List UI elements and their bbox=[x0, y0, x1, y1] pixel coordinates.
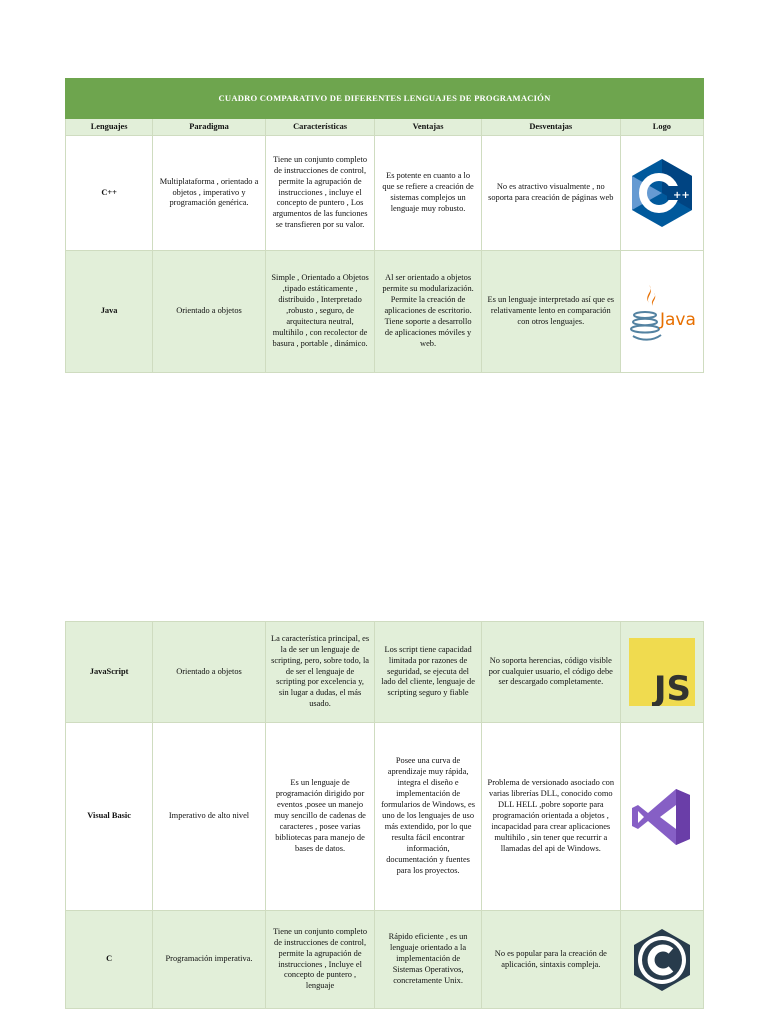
advantages-cell: Rápido eficiente , es un lenguaje orientado a la implementación de Sistemas Operativos, concretamente Unix. bbox=[375, 911, 482, 1009]
disadvantages-cell: No soporta herencias, código visible por cualquier usuario, el código debe ser descargado completamente. bbox=[481, 622, 620, 723]
advantages-cell: Al ser orientado a objetos permite su modularización. Permite la creación de aplicaciones de escritorio. Tiene soporte a desarrollo de aplicaciones móviles y web. bbox=[375, 251, 481, 373]
disadvantages-cell: No es atractivo visualmente , no soporta para creación de páginas web bbox=[481, 136, 620, 251]
table-row bbox=[66, 251, 704, 373]
header-languages: Lenguajes bbox=[66, 119, 153, 136]
javascript-logo-icon bbox=[629, 638, 695, 706]
language-name: C bbox=[66, 911, 153, 1009]
visual-studio-logo-icon bbox=[630, 785, 694, 849]
header-paradigm: Paradigma bbox=[153, 119, 266, 136]
characteristics-cell: La característica principal, es la de ser un lenguaje de scripting, pero, sobre todo, la de ser el lenguaje de scripting por excelencia y, sin lugar a dudas, el más usado. bbox=[265, 622, 375, 723]
comparison-table-1 bbox=[65, 78, 704, 373]
table-row bbox=[66, 136, 704, 251]
header-advantages: Ventajas bbox=[375, 119, 481, 136]
language-name: Java bbox=[66, 251, 153, 373]
java-logo-icon bbox=[627, 279, 697, 345]
disadvantages-cell: No es popular para la creación de aplicación, sintaxis compleja. bbox=[481, 911, 620, 1009]
advantages-cell: Es potente en cuanto a lo que se refiere a creación de sistemas complejos un lenguaje muy robusto. bbox=[375, 136, 481, 251]
disadvantages-cell: Es un lenguaje interpretado así que es relativamente lento en comparación con otros lenguajes. bbox=[481, 251, 620, 373]
advantages-cell: Los script tiene capacidad limitada por razones de seguridad, se ejecuta del lado del cliente, lenguaje de scripting seguro y fiable bbox=[375, 622, 482, 723]
paradigm-cell: Orientado a objetos bbox=[153, 622, 266, 723]
paradigm-cell: Multiplataforma , orientado a objetos , imperativo y programación genérica. bbox=[153, 136, 266, 251]
paradigm-cell: Imperativo de alto nivel bbox=[153, 723, 266, 911]
js-logo-text: JS bbox=[653, 669, 691, 706]
characteristics-cell: Tiene un conjunto completo de instrucciones de control, permite la agrupación de instrucciones , Incluye el concepto de puntero , lenguaje bbox=[265, 911, 375, 1009]
java-logo-text: Java bbox=[659, 309, 696, 330]
c-logo-icon bbox=[629, 927, 695, 993]
logo-cell bbox=[620, 251, 703, 373]
table-row bbox=[66, 723, 704, 911]
header-disadvantages: Desventajas bbox=[481, 119, 620, 136]
paradigm-cell: Programación imperativa. bbox=[153, 911, 266, 1009]
language-name: JavaScript bbox=[66, 622, 153, 723]
logo-cell bbox=[620, 723, 703, 911]
table-title: CUADRO COMPARATIVO DE DIFERENTES LENGUAJES DE PROGRAMACIÓN bbox=[66, 79, 704, 119]
logo-cell bbox=[620, 136, 703, 251]
characteristics-cell: Simple , Orientado a Objetos ,tipado estáticamente , distribuido , Interpretado ,robusto , seguro, de arquitectura neutral, multihilo , con recolector de basura , portable , dinámico. bbox=[265, 251, 375, 373]
paradigm-cell: Orientado a objetos bbox=[153, 251, 266, 373]
language-name: Visual Basic bbox=[66, 723, 153, 911]
language-name: C++ bbox=[66, 136, 153, 251]
disadvantages-cell: Problema de versionado asociado con varias librerías DLL, conocido como DLL HELL ,pobre soporte para programación orientada a objetos , incapacidad para crear aplicaciones multihilo , sin tener que recurrir a llamadas del api de Windows. bbox=[481, 723, 620, 911]
header-row bbox=[66, 119, 704, 136]
logo-cell bbox=[620, 622, 703, 723]
cpp-logo-icon bbox=[629, 157, 695, 229]
characteristics-cell: Tiene un conjunto completo de instrucciones de control, permite la agrupación de instrucciones , incluye el concepto de puntero , Los argumentos de las funciones se transfieren por su valor. bbox=[265, 136, 375, 251]
svg-text:++: ++ bbox=[672, 190, 690, 201]
table-row bbox=[66, 911, 704, 1009]
advantages-cell: Posee una curva de aprendizaje muy rápida, integra el diseño e implementación de formularios de Windows, es uno de los lenguajes de uso más extendido, por lo que resulta fácil encontrar información, documentación y fuentes para los proyectos. bbox=[375, 723, 482, 911]
header-logo: Logo bbox=[620, 119, 703, 136]
header-characteristics: Características bbox=[265, 119, 375, 136]
logo-cell bbox=[620, 911, 703, 1009]
comparison-table-2 bbox=[65, 621, 704, 1009]
table-row bbox=[66, 622, 704, 723]
characteristics-cell: Es un lenguaje de programación dirigido por eventos ,posee un manejo muy sencillo de cadenas de caracteres , posee varias bibliotecas para manejo de bases de datos. bbox=[265, 723, 375, 911]
